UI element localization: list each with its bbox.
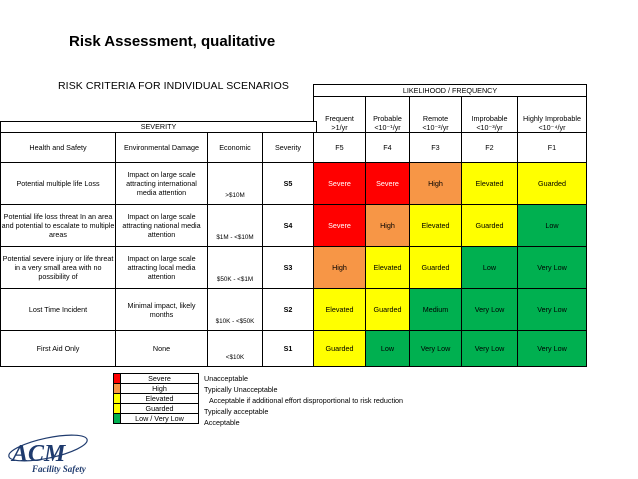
legend-label: Low / Very Low (121, 414, 199, 424)
risk-cell: Very Low (518, 331, 587, 367)
risk-cell: Guarded (410, 247, 462, 289)
legend-description: Acceptable if additional effort disproportional to risk reduction (209, 396, 404, 405)
risk-cell: Very Low (410, 331, 462, 367)
severity-cell: S5 (263, 163, 314, 205)
legend-row (114, 384, 199, 394)
risk-cell: Guarded (314, 331, 366, 367)
health-safety-cell: Lost Time Incident (1, 289, 116, 331)
severity-cell: S2 (263, 289, 314, 331)
environmental-cell: Impact on large scale attracting local media attention (116, 247, 208, 289)
legend-label: High (121, 384, 199, 394)
legend-label: Severe (121, 374, 199, 384)
col-f5: F5 (314, 133, 366, 163)
risk-cell: Very Low (518, 247, 587, 289)
acm-logo (4, 428, 104, 476)
table-row (0, 289, 587, 331)
environmental-cell: Impact on large scale attracting international media attention (116, 163, 208, 205)
legend (113, 373, 199, 424)
col-environmental: Environmental Damage (116, 133, 208, 163)
table-row (0, 247, 587, 289)
economic-cell: <$10K (208, 331, 263, 367)
risk-cell: Elevated (410, 205, 462, 247)
economic-cell: >$10M (208, 163, 263, 205)
risk-cell: Severe (314, 163, 366, 205)
risk-cell: Severe (314, 205, 366, 247)
severity-cell: S4 (263, 205, 314, 247)
legend-description: Acceptable (204, 418, 240, 427)
col-f1: F1 (518, 133, 587, 163)
health-safety-cell: Potential multiple life Loss (1, 163, 116, 205)
health-safety-cell: Potential severe injury or life threat in a very small area with no possibility of (1, 247, 116, 289)
risk-cell: Low (366, 331, 410, 367)
risk-cell: Guarded (462, 205, 518, 247)
freq-label-f2: Improbable <10⁻³/yr (462, 97, 518, 133)
legend-swatch (114, 384, 121, 394)
economic-cell: $10K - <$50K (208, 289, 263, 331)
likelihood-header: LIKELIHOOD / FREQUENCY (314, 85, 587, 97)
risk-cell: Guarded (366, 289, 410, 331)
table-row (0, 163, 587, 205)
risk-cell: Very Low (462, 331, 518, 367)
legend-description: Typically Unacceptable (204, 385, 278, 394)
risk-cell: Medium (410, 289, 462, 331)
section-subtitle: RISK CRITERIA FOR INDIVIDUAL SCENARIOS (58, 80, 289, 92)
freq-label-f1: Highly Improbable <10⁻⁴/yr (518, 97, 587, 133)
risk-cell: Elevated (366, 247, 410, 289)
health-safety-cell: Potential life loss threat In an area and potential to escalate to multiple areas (1, 205, 116, 247)
freq-label-f4: Probable <10⁻¹/yr (366, 97, 410, 133)
health-safety-cell: First Aid Only (1, 331, 116, 367)
risk-cell: Low (518, 205, 587, 247)
page-title: Risk Assessment, qualitative (69, 33, 276, 50)
freq-label-f3: Remote <10⁻²/yr (410, 97, 462, 133)
legend-description: Unacceptable (204, 374, 248, 383)
risk-cell: High (314, 247, 366, 289)
legend-swatch (114, 414, 121, 424)
legend-row (114, 404, 199, 414)
legend-label: Guarded (121, 404, 199, 414)
risk-cell: Guarded (518, 163, 587, 205)
environmental-cell: Impact on large scale attracting national media attention (116, 205, 208, 247)
economic-cell: $1M - <$10M (208, 205, 263, 247)
environmental-cell: Minimal impact, likely months (116, 289, 208, 331)
risk-cell: High (366, 205, 410, 247)
col-f3: F3 (410, 133, 462, 163)
table-row (0, 205, 587, 247)
legend-row (114, 414, 199, 424)
legend-label: Elevated (121, 394, 199, 404)
legend-swatch (114, 394, 121, 404)
severity-header: SEVERITY (0, 121, 317, 132)
economic-cell: $50K - <$1M (208, 247, 263, 289)
legend-row (114, 394, 199, 404)
risk-cell: Very Low (462, 289, 518, 331)
severity-cell: S3 (263, 247, 314, 289)
table-row (0, 331, 587, 367)
col-severity: Severity (263, 133, 314, 163)
risk-cell: High (410, 163, 462, 205)
col-economic: Economic (208, 133, 263, 163)
risk-cell: Elevated (314, 289, 366, 331)
col-f4: F4 (366, 133, 410, 163)
risk-cell: Very Low (518, 289, 587, 331)
freq-label-f5: Frequent >1/yr (314, 97, 366, 133)
risk-cell: Elevated (462, 163, 518, 205)
legend-description: Typically acceptable (204, 407, 269, 416)
severity-cell: S1 (263, 331, 314, 367)
legend-row (114, 374, 199, 384)
col-f2: F2 (462, 133, 518, 163)
environmental-cell: None (116, 331, 208, 367)
col-health-safety: Health and Safety (1, 133, 116, 163)
risk-cell: Low (462, 247, 518, 289)
logo-text: ACM (12, 441, 66, 467)
risk-cell: Severe (366, 163, 410, 205)
legend-swatch (114, 404, 121, 414)
logo-subtext: Facility Safety (32, 464, 86, 474)
legend-swatch (114, 374, 121, 384)
